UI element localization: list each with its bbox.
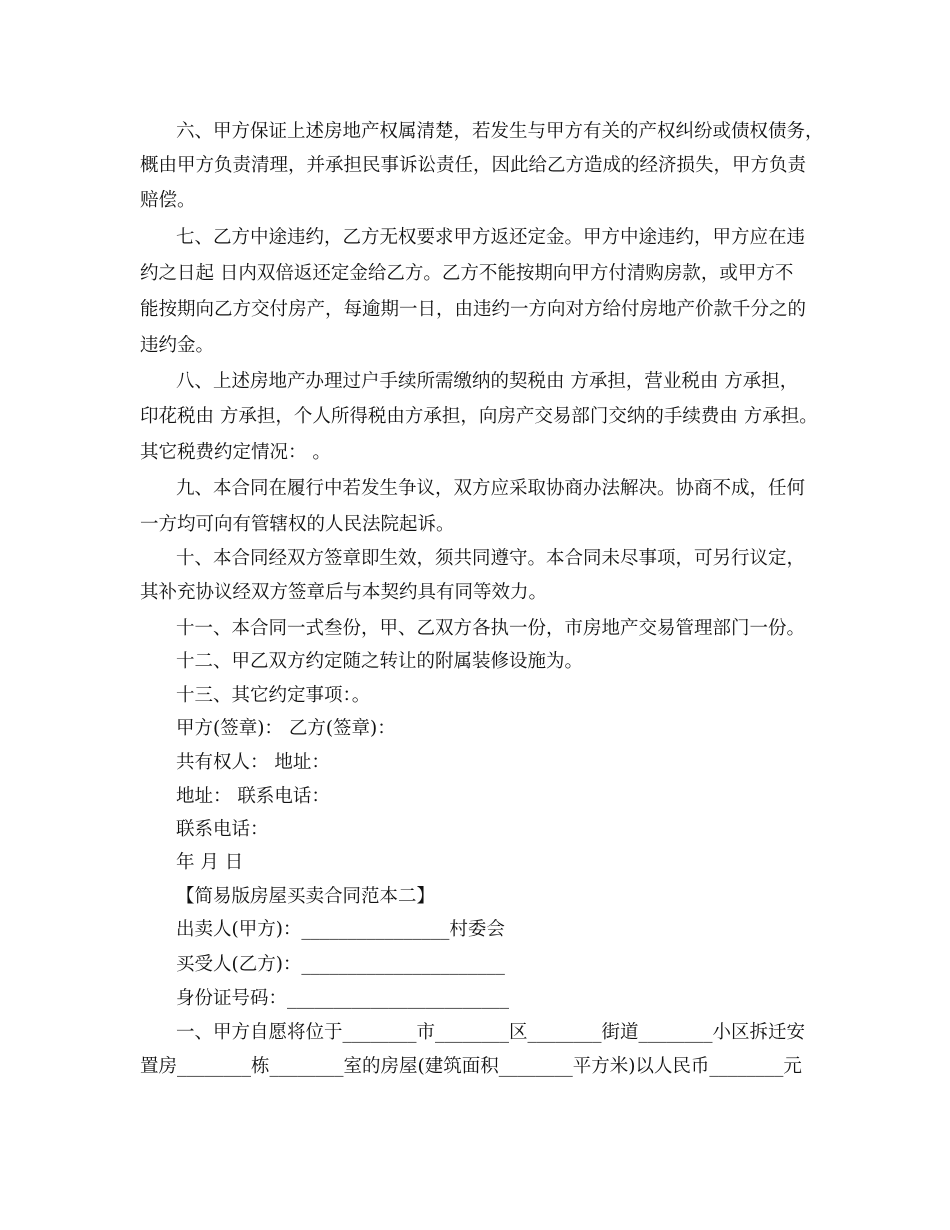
clause-7-line-2: 约之日起 日内双倍返还定金给乙方。乙方不能按期向甲方付清购房款，或甲方不 bbox=[140, 263, 794, 284]
signature-date: 年 月 日 bbox=[176, 852, 244, 873]
clause-12: 十二、甲乙双方约定随之转让的附属装修设施为。 bbox=[176, 651, 584, 672]
clause-8-line-2: 印花税由 方承担，个人所得税由方承担，向房产交易部门交纳的手续费由 方承担。 bbox=[140, 406, 818, 427]
clause-10-line-2: 其补充协议经双方签章后与本契约具有同等效力。 bbox=[140, 582, 548, 603]
clause-9-line-2: 一方均可向有管辖权的人民法院起诉。 bbox=[140, 514, 455, 535]
template-2-clause-1-line-1: 一、甲方自愿将位于________市________区________街道________小区拆迁安 bbox=[176, 1022, 806, 1043]
buyer-line: 买受人(乙方)：______________________ bbox=[176, 954, 505, 975]
template-2-clause-1-line-2: 置房________栋________室的房屋(建筑面积________平方米)以人民币________元 bbox=[140, 1056, 802, 1077]
clause-8-line-1: 八、上述房地产办理过户手续所需缴纳的契税由 方承担，营业税由 方承担， bbox=[176, 371, 799, 392]
clause-7-line-1: 七、乙方中途违约，乙方无权要求甲方返还定金。甲方中途违约，甲方应在违 bbox=[176, 227, 806, 248]
id-number-line: 身份证号码：________________________ bbox=[176, 988, 510, 1009]
clause-8-line-3: 其它税费约定情况： 。 bbox=[140, 442, 331, 463]
signature-coowner: 共有权人： 地址： bbox=[176, 752, 330, 773]
clause-6-line-1: 六、甲方保证上述房地产权属清楚，若发生与甲方有关的产权纠纷或债权债务， bbox=[176, 121, 824, 142]
clause-9-line-1: 九、本合同在履行中若发生争议，双方应采取协商办法解决。协商不成，任何 bbox=[176, 478, 806, 499]
signature-parties: 甲方(签章)： 乙方(签章)： bbox=[176, 718, 396, 739]
clause-7-line-3: 能按期向乙方交付房产，每逾期一日，由违约一方向对方给付房地产价款千分之的 bbox=[140, 299, 807, 320]
seller-line: 出卖人(甲方)：________________村委会 bbox=[176, 919, 505, 940]
clause-13: 十三、其它约定事项：。 bbox=[176, 685, 371, 706]
signature-address: 地址： 联系电话： bbox=[176, 786, 330, 807]
clause-6-line-3: 赔偿。 bbox=[140, 190, 196, 211]
clause-7-line-4: 违约金。 bbox=[140, 335, 215, 356]
signature-phone: 联系电话： bbox=[176, 819, 269, 840]
clause-6-line-2: 概由甲方负责清理，并承担民事诉讼责任，因此给乙方造成的经济损失，甲方负责 bbox=[140, 155, 807, 176]
clause-10-line-1: 十、本合同经双方签章即生效，须共同遵守。本合同未尽事项，可另行议定， bbox=[176, 548, 806, 569]
clause-11: 十一、本合同一式叁份，甲、乙双方各执一份，市房地产交易管理部门一份。 bbox=[176, 618, 806, 639]
template-2-title: 【简易版房屋买卖合同范本二】 bbox=[176, 886, 436, 907]
